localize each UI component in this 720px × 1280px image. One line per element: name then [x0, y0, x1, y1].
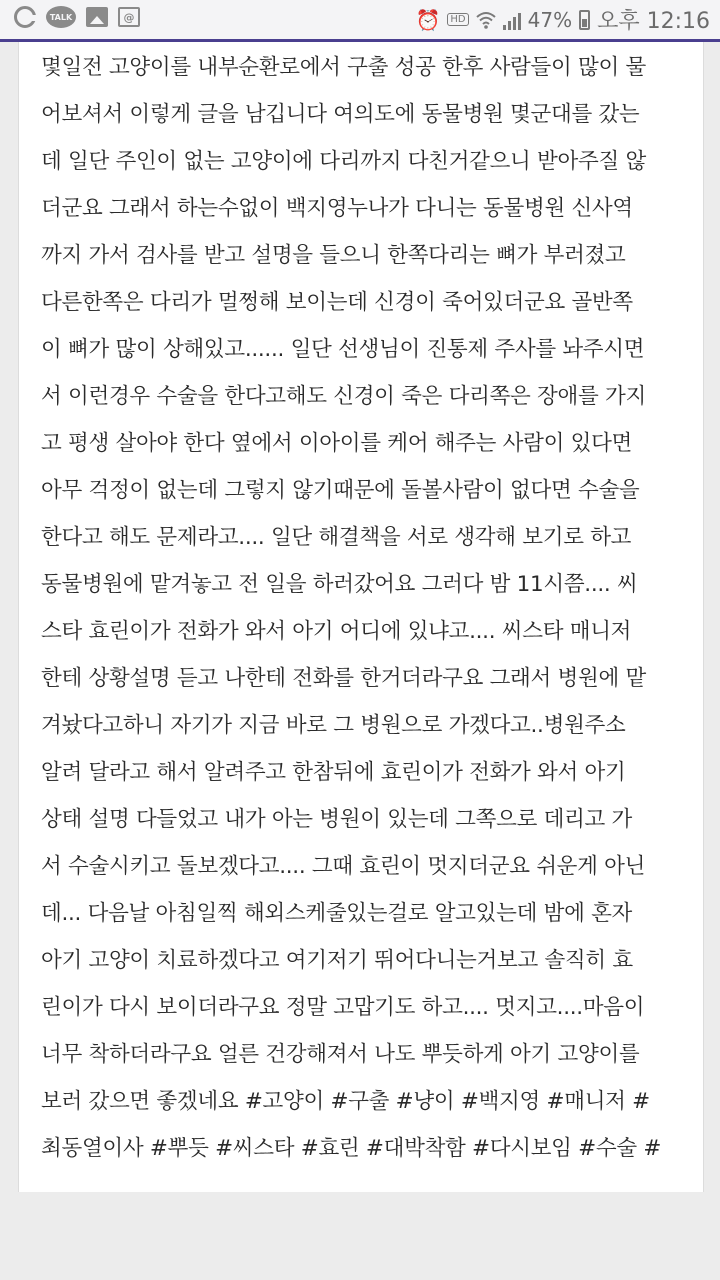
post-line: 겨놨다고하니 자기가 지금 바로 그 병원으로 가겠다고..병원주소 [41, 713, 626, 738]
post-line: 서 수술시키고 돌보겠다고.... 그때 효린이 멋지더군요 쉬운게 아닌 [41, 854, 646, 879]
kakaotalk-icon: TALK [46, 6, 76, 28]
system-icons [416, 4, 711, 35]
post-line: 너무 착하더라구요 얼른 건강해져서 나도 뿌듯하게 아기 고양이를 [41, 1042, 640, 1067]
post-line: 동물병원에 맡겨놓고 전 일을 하러갔어요 그러다 밤 11시쯤.... 씨 [41, 572, 638, 597]
post-line: 상태 설명 다들었고 내가 아는 병원이 있는데 그쪽으로 데리고 가 [41, 807, 633, 832]
post-line: 한테 상황설명 듣고 나한테 전화를 한거더라구요 그래서 병원에 맡 [41, 666, 646, 691]
post-line: 스타 효린이가 전화가 와서 아기 어디에 있냐고.... 씨스타 매니저 [41, 619, 632, 644]
post-line: 보러 갔으면 좋겠네요 #고양이 #구출 #냥이 #백지영 #매니저 # [41, 1089, 650, 1114]
notification-icons [14, 6, 140, 28]
post-line: 아기 고양이 치료하겠다고 여기저기 뛰어다니는거보고 솔직히 효 [41, 948, 633, 973]
post-line: 이 뼈가 많이 상해있고...... 일단 선생님이 진통제 주사를 놔주시면 [41, 337, 645, 362]
post-line: 고 평생 살아야 한다 옆에서 이아이를 케어 해주는 사람이 있다면 [41, 431, 633, 456]
alarm-icon: ⏰ [415, 7, 441, 32]
battery-percent: 47% [527, 7, 573, 32]
post-line: 린이가 다시 보이더라구요 정말 고맙기도 하고.... 멋지고....마음이 [41, 995, 645, 1020]
post-line: 최동열이사 #뿌듯 #씨스타 #효린 #대박착함 #다시보임 #수술 # [41, 1136, 662, 1161]
clock-time: 오후 12:16 [597, 9, 710, 34]
signal-icon [503, 10, 521, 30]
post-line: 아무 걱정이 없는데 그렇지 않기때문에 돌볼사람이 없다면 수술을 [41, 478, 640, 503]
email-icon: @ [118, 7, 140, 27]
post-line: 더군요 그래서 하는수없이 백지영누나가 다니는 동물병원 신사역 [41, 196, 633, 221]
post-line: 한다고 해도 문제라고.... 일단 해결책을 서로 생각해 보기로 하고 [41, 525, 632, 550]
hd-icon: HD [447, 13, 468, 26]
post-line: 서 이런경우 수술을 한다고해도 신경이 죽은 다리쪽은 장애를 가지 [41, 384, 646, 409]
post-body [41, 44, 681, 1172]
post-card [18, 42, 704, 1192]
gallery-icon [86, 7, 108, 27]
bottom-empty-area [0, 1192, 720, 1280]
post-line: 알려 달라고 해서 알려주고 한참뒤에 효린이가 전화가 와서 아기 [41, 760, 626, 785]
post-line: 데... 다음날 아침일찍 해외스케줄있는걸로 알고있는데 밤에 혼자 [41, 901, 633, 926]
post-line: 데 일단 주인이 없는 고양이에 다리까지 다친거같으니 받아주질 않 [41, 149, 646, 174]
status-bar [0, 0, 720, 42]
wifi-icon [476, 11, 496, 29]
post-line: 다른한쪽은 다리가 멀쩡해 보이는데 신경이 죽어있더군요 골반쪽 [41, 290, 633, 315]
g-app-icon [14, 6, 36, 28]
battery-icon [579, 10, 590, 30]
post-line: 몇일전 고양이를 내부순환로에서 구출 성공 한후 사람들이 많이 물 [41, 55, 646, 80]
post-line: 까지 가서 검사를 받고 설명을 들으니 한쪽다리는 뼈가 부러졌고 [41, 243, 626, 268]
post-line: 어보셔서 이렇게 글을 남깁니다 여의도에 동물병원 몇군대를 갔는 [41, 102, 640, 127]
